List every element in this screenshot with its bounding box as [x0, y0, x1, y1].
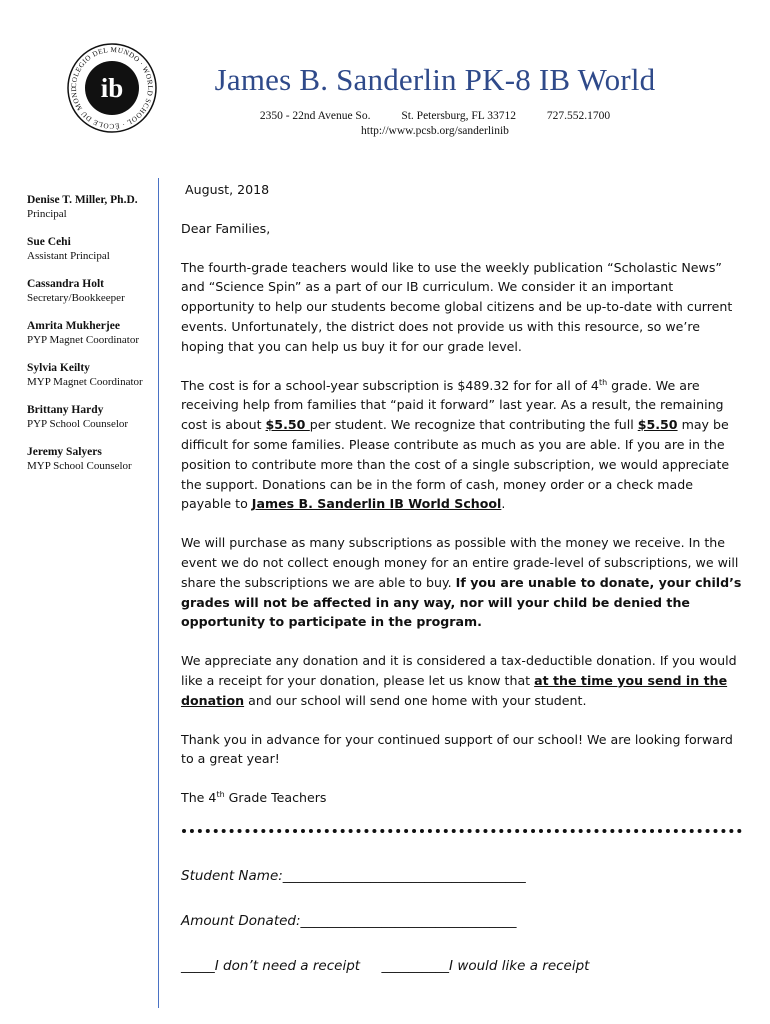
- staff-role: MYP School Counselor: [27, 460, 132, 472]
- cost-text: per student. We recognize that contributing the full: [309, 417, 638, 433]
- staff-name: Sue Cehi: [27, 236, 71, 248]
- staff-role: Secretary/Bookkeeper: [27, 292, 125, 304]
- staff-entry: [27, 361, 155, 389]
- staff-role: PYP School Counselor: [27, 418, 129, 430]
- check-payee: James B. Sanderlin IB World School: [251, 496, 502, 512]
- signature-text: The 4: [181, 790, 217, 806]
- school-website: http://www.pcsb.org/sanderlinib: [361, 125, 509, 137]
- staff-entry: [27, 277, 155, 305]
- staff-role: MYP Magnet Coordinator: [27, 376, 143, 388]
- receipt-text: and our school will send one home with your student.: [244, 692, 587, 708]
- staff-name: Denise T. Miller, Ph.D.: [27, 194, 138, 206]
- cost-text: The cost is for a school-year subscription is $489.32 for for all of 4: [181, 377, 599, 393]
- staff-name: Sylvia Keilty: [27, 362, 90, 374]
- paragraph-intro: The fourth-grade teachers would like to use the weekly publication “Scholastic News” and “Science Spin” as a part of our IB curriculum. We consider it an important opportunity to help our students become global citizens and be up-to-date with current events. Unfortunately, the district does not provide us with this resource, so we’re hoping that you can help us buy it for our grade level.: [181, 259, 733, 354]
- ordinal-suffix: th: [598, 377, 608, 387]
- staff-sidebar: [27, 193, 155, 487]
- letter-body: [181, 180, 746, 827]
- staff-role: Assistant Principal: [27, 250, 110, 262]
- logo-ring-text: COLEGIO DEL MUNDO · WORLD SCHOOL · ÉCOLE DU MOND: [69, 45, 155, 131]
- receipt-text: We appreciate any donation and it is considered a tax-deductible donation. If you would like a receipt for your donation, please let us know that: [181, 653, 737, 688]
- cost-text: may be difficult for some families. Please contribute as much as you are able. If you are in the position to contribute more than the cost of a single subscription, we would appreciate the support. Donations can be in the form of cash, money order or a check made payable to: [181, 417, 730, 512]
- signature-text: Grade Teachers: [224, 790, 327, 806]
- greeting: Dear Families,: [181, 220, 271, 236]
- letter-date: August, 2018: [185, 182, 270, 197]
- staff-entry: [27, 445, 155, 473]
- logo-mark-text: ib: [100, 73, 124, 103]
- staff-name: Jeremy Salyers: [27, 446, 102, 458]
- paragraph-cost: [181, 376, 746, 515]
- amount-donated-field[interactable]: Amount Donated:________________________________: [181, 913, 517, 929]
- donation-form: [181, 868, 589, 1003]
- cost-text: .: [501, 496, 506, 512]
- ordinal-suffix: th: [216, 789, 225, 799]
- paragraph-purchase: [181, 533, 746, 632]
- cost-amount: $5.50: [265, 417, 310, 433]
- ib-world-school-logo: [66, 42, 158, 134]
- cost-amount: $5.50: [637, 417, 678, 433]
- paragraph-thanks: Thank you in advance for your continued support of our school! We are looking forward to a great year!: [181, 731, 733, 767]
- signature: [181, 788, 746, 808]
- phone-number: 727.552.1700: [546, 110, 611, 122]
- staff-entry: [27, 235, 155, 263]
- staff-name: Amrita Mukherjee: [27, 320, 120, 332]
- purchase-text: We will purchase as many subscriptions as possible with the money we receive. In the event we do not collect enough money for an entire grade-level of subscriptions, we will share the subscriptions we are able to buy.: [181, 535, 739, 590]
- staff-name: Brittany Hardy: [27, 404, 104, 416]
- staff-name: Cassandra Holt: [27, 278, 104, 290]
- no-penalty-notice: If you are unable to donate, your child’s grades will not be affected in any way, nor will your child be denied the opportunity to participate in the program.: [181, 574, 742, 630]
- student-name-field[interactable]: Student Name:____________________________________: [181, 868, 526, 884]
- staff-role: PYP Magnet Coordinator: [27, 334, 140, 346]
- receipt-options: [181, 958, 589, 1003]
- letterhead: [160, 62, 710, 137]
- receipt-timing: at the time you send in the donation: [181, 672, 728, 708]
- sidebar-divider: [158, 178, 159, 1008]
- staff-entry: [27, 403, 155, 431]
- address-line: [160, 110, 710, 122]
- no-receipt-option[interactable]: _____I don’t need a receipt: [181, 958, 361, 974]
- school-name: James B. Sanderlin PK-8 IB World: [214, 62, 656, 97]
- street-address: 2350 - 22nd Avenue So.: [259, 110, 371, 122]
- city-state-zip: St. Petersburg, FL 33712: [401, 110, 517, 122]
- staff-entry: [27, 193, 155, 221]
- cut-line: [182, 829, 742, 833]
- receipt-option[interactable]: __________I would like a receipt: [381, 958, 590, 974]
- paragraph-receipt: [181, 651, 746, 710]
- staff-role: Principal: [27, 208, 67, 220]
- cost-text: grade. We are receiving help from families that “paid it forward” last year. As a result, the remaining cost is about: [181, 377, 724, 433]
- staff-entry: [27, 319, 155, 347]
